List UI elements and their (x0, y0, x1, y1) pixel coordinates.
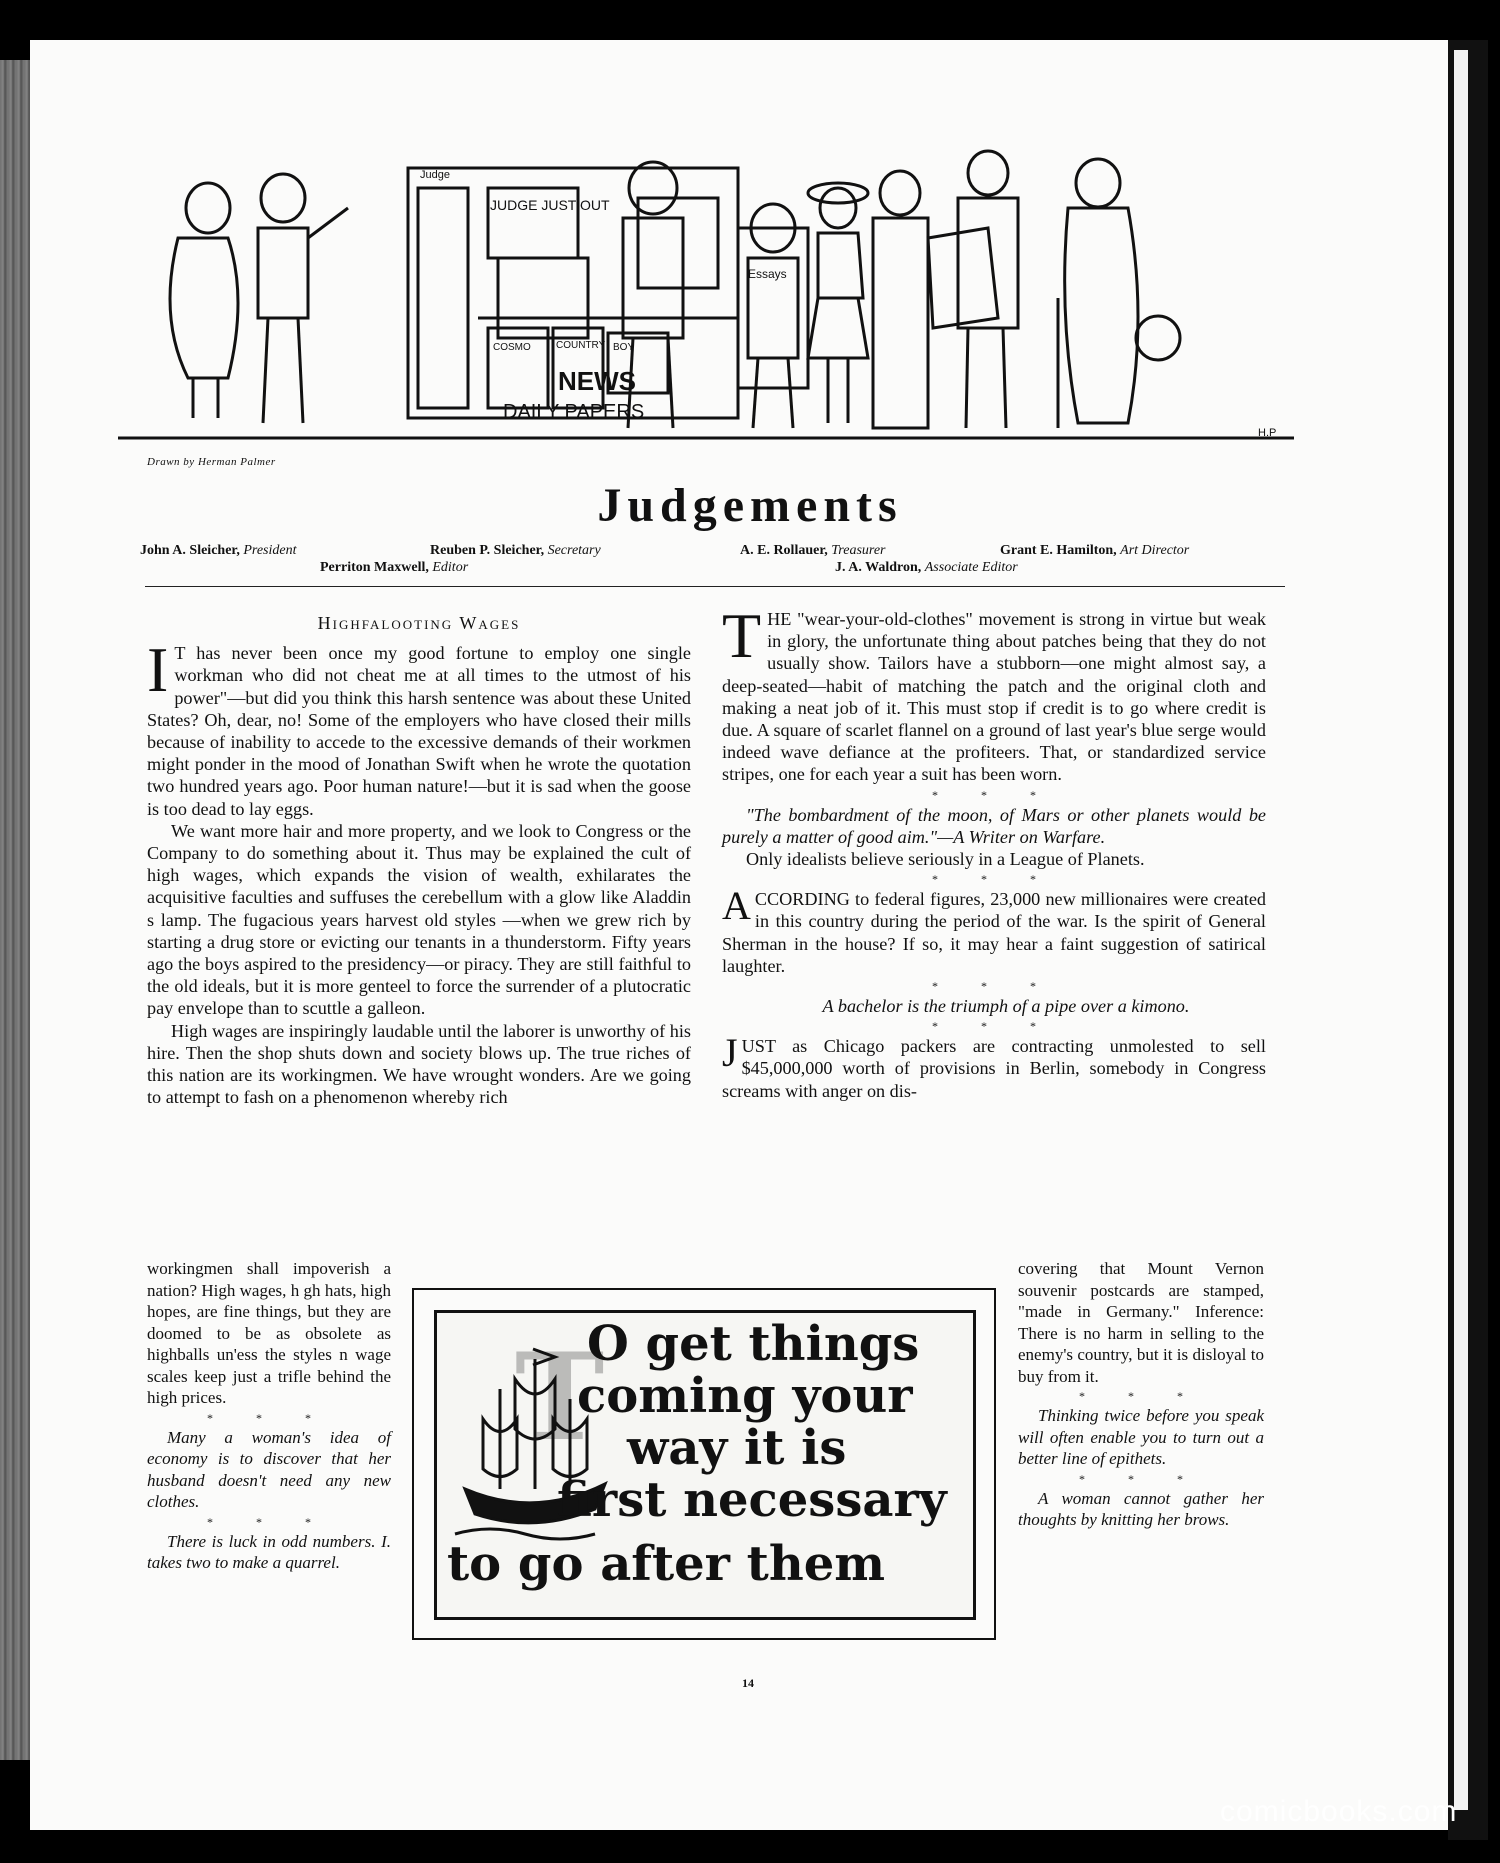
ad-line-5: to go after them (447, 1536, 886, 1592)
newsstand-cartoon (118, 118, 1294, 448)
right-paragraph-3: ACCORDING to federal figures, 23,000 new millionaires were created in this country during the period of the war. Is the spirit of General Sherman in the house? If so, it may hear a faint suggestion of satirical laughter. (722, 883, 1266, 976)
right-paragraph-1: THE "wear-your-old-clothes" movement is strong in virtue but weak in glory, the unfortunate thing about patches being that they do not usually show. Tailors have a stubborn—one might almost say, a deep-seated—habit of matching the patch and the original cloth and making a neat job of it. This must stop if credit is to go where credit is due. A square of scarlet flannel on a ground of last year's blue serge would indeed wave defiance at the profiteers. That, or standardized service stripes, one for each year a suit has been worn. (722, 600, 1266, 785)
left-paragraph-3-cont: workingmen shall impoverish a nation? High wages, h gh hats, high hopes, are fine things, but they are doomed to be as obsolete as highballs un'ess the styles n wage scales keep just a trifle behind the high prices. (147, 1259, 391, 1407)
left-quip-2: There is luck in odd numbers. I. takes two to make a quarrel. (147, 1531, 391, 1572)
section-stars: * * * (1079, 1389, 1203, 1403)
left-column (147, 612, 691, 1108)
right-quip-3: Thinking twice before you speak will often enable you to turn out a better line of epithets. (1018, 1406, 1264, 1468)
sign-judge: Judge (420, 169, 450, 181)
right-quip-2: A bachelor is the triumph of a pipe over a kimono. (822, 996, 1190, 1017)
staff-associate-editor: J. A. Waldron, Associate Editor (835, 560, 1018, 575)
article-heading: Highfalooting Wages (317, 613, 521, 633)
left-paragraph-1: I T has never been once my good fortune to employ one single workman who did not cheat me at all times to the utmost of his power"—but did you think this harsh sentence was about these United States? Oh, dear, no! Some of the employers who have closed their mills because of inability to accede to the excessive demands of their workmen might ponder in the mood of Jonathan Swift when he wrote the quotation two hundred years ago. Poor human nature!—but it is sad when the goose is too dead to lay eggs. (147, 634, 691, 819)
right-paragraph-4: JUST as Chicago packers are contracting unmolested to sell $45,000,000 worth of provisions in Berlin, somebody in Congress screams with anger on dis- (722, 1030, 1266, 1101)
page-number: 14 (742, 1676, 754, 1690)
section-stars: * * * (932, 872, 1056, 887)
sign-boy: BOY (613, 342, 635, 353)
site-watermark: comicbooks.com (1220, 1795, 1458, 1828)
illustration-credit: Drawn by Herman Palmer (147, 456, 276, 468)
book-spine (0, 60, 30, 1760)
right-quip-1: "The bombardment of the moon, of Mars or other planets would be purely a matter of good aim."—A Writer on Warfare. (722, 804, 1266, 847)
section-stars: * * * (932, 979, 1056, 994)
section-stars: * * * (932, 1019, 1056, 1034)
header-rule (145, 586, 1285, 587)
left-quip-1: Many a woman's idea of economy is to discover that her husband doesn't need any new clothes. (147, 1427, 391, 1511)
right-quip-4: A woman cannot gather her thoughts by knitting her brows. (1018, 1488, 1264, 1529)
left-paragraph-2: We want more hair and more property, and we look to Congress or the Company to do something about it. Thus may be explained the cult of high wages, which expands the vision of wealth, exhilarates the acquisitive faculties and suffuses the cerebellum with a glow like Aladdin s lamp. The fugacious years harvest old styles —when we grew rich by starting a drug store or evicting our tenants in a thunderstorm. Fifty years ago the boys aspired to the presidency—or piracy. They are still faithful to the old ideals, but it is more genteel to force the surrender of a plutocratic pay envelope than to scuttle a galleon. (147, 820, 691, 1019)
ad-initial-letter: T (515, 1327, 605, 1468)
sign-daily-papers: DAILY PAPERS (503, 401, 645, 423)
staff-art-director: Grant E. Hamilton, Art Director (1000, 543, 1190, 558)
ad-line-2: coming your (577, 1368, 913, 1424)
advertisement-frame (434, 1310, 976, 1620)
ad-line-1: O get things (587, 1316, 920, 1372)
masthead-title: Judgements (597, 479, 903, 532)
sign-judge-just-out: JUDGE JUST OUT (490, 197, 610, 213)
ad-line-3: way it is (627, 1420, 847, 1476)
section-stars: * * * (207, 1514, 331, 1529)
section-stars: * * * (207, 1410, 331, 1425)
left-narrow-column (147, 1258, 391, 1574)
right-paragraph-2: Only idealists believe seriously in a League of Planets. (746, 849, 1145, 870)
advertisement-box (412, 1288, 996, 1640)
sign-country: COUNTRY (556, 340, 606, 351)
section-stars: * * * (932, 787, 1056, 802)
right-paragraph-4-cont: covering that Mount Vernon souvenir postcards are stamped, "made in Germany." Inference: There is no harm in selling to the enemy's country, but it is disloyal to buy from it. (1018, 1259, 1264, 1386)
artist-initials: H.P (1258, 427, 1277, 439)
staff-secretary: Reuben P. Sleicher, Secretary (430, 543, 601, 558)
ad-line-4: first necessary (557, 1472, 947, 1528)
left-paragraph-3: High wages are inspiringly laudable until the laborer is unworthy of his hire. Then the shop shuts down and society blows up. The true riches of this nation are its workingmen. We have wrought wonders. Are we going to attempt to fash on a phenomenon whereby rich (147, 1020, 691, 1108)
sign-cosmo: COSMO (493, 342, 531, 353)
section-stars: * * * (1079, 1471, 1203, 1486)
staff-president: John A. Sleicher, President (140, 543, 297, 558)
sign-news: NEWS (558, 366, 636, 396)
right-narrow-column (1018, 1258, 1264, 1531)
next-page-edge (1448, 40, 1488, 1840)
right-column (722, 600, 1266, 1102)
staff-editor: Perriton Maxwell, Editor (320, 560, 469, 575)
staff-treasurer: A. E. Rollauer, Treasurer (740, 543, 886, 558)
sign-essays: Essays (748, 267, 787, 281)
